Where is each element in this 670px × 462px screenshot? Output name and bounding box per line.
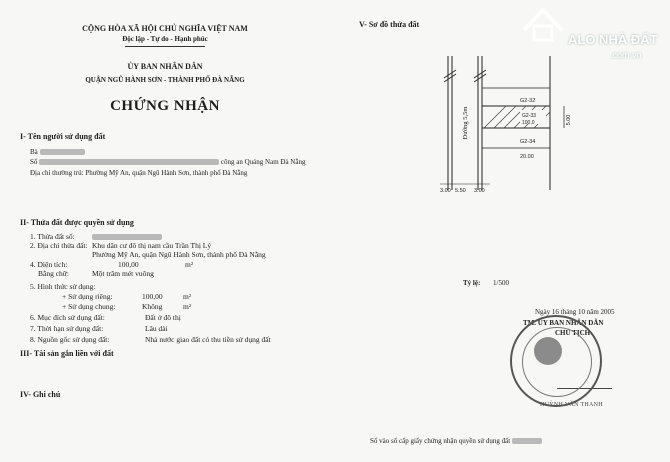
plot-label-3: 100,0 bbox=[522, 120, 535, 126]
watermark-brand: ALO NHÀ ĐẤT bbox=[568, 32, 658, 47]
redacted-registry-number bbox=[512, 438, 542, 444]
row-label: 8. Nguồn gốc sử dụng đất: bbox=[30, 335, 110, 344]
section2-heading: II- Thửa đất được quyền sử dụng bbox=[20, 218, 134, 227]
district: QUẬN NGŨ HÀNH SƠN - THÀNH PHỐ ĐÀ NẴNG bbox=[85, 76, 245, 84]
dim-segment-2: 5.50 bbox=[455, 188, 466, 194]
motto-underline bbox=[125, 46, 205, 47]
row-label: 4. Diện tích: bbox=[30, 260, 68, 269]
row-unit: m² bbox=[183, 302, 192, 311]
document-title: CHỨNG NHẬN bbox=[110, 98, 220, 114]
row-value: Một trăm mét vuông bbox=[92, 269, 154, 278]
row-label: 1. Thửa đất số: bbox=[30, 232, 75, 241]
owner-line bbox=[30, 148, 85, 156]
row-label: Bằng chữ: bbox=[38, 269, 69, 278]
signature-date: Ngày 16 tháng 10 năm 2005 bbox=[535, 308, 615, 316]
signature-for: TM. ỦY BAN NHÂN DÂN bbox=[523, 319, 604, 327]
row-value: Lâu dài bbox=[145, 324, 168, 333]
row-label: 5. Hình thức sử dụng: bbox=[30, 282, 96, 291]
id-suffix: công an Quảng Nam Đà Nẵng bbox=[220, 158, 306, 166]
signature-role: CHỦ TỊCH bbox=[555, 329, 591, 337]
row-value: Khu dân cư đô thị nam cầu Trần Thị Lý bbox=[92, 241, 212, 250]
id-line bbox=[30, 158, 305, 166]
row-label: + Sử dụng riêng: bbox=[62, 292, 113, 301]
right-column bbox=[345, 0, 670, 462]
watermark-domain: .com.vn bbox=[610, 50, 642, 60]
row-unit: m² bbox=[183, 292, 192, 301]
id-prefix: Số bbox=[30, 158, 38, 166]
motto: Độc lập - Tự do - Hạnh phúc bbox=[122, 35, 208, 43]
land-plot-diagram bbox=[430, 48, 620, 198]
section1-heading: I- Tên người sử dụng đất bbox=[20, 132, 106, 141]
registry-text: Số vào sổ cấp giấy chứng nhận quyền sử dụng đất bbox=[370, 437, 511, 445]
row-value: 100,00 bbox=[118, 260, 139, 269]
official-seal bbox=[510, 315, 602, 407]
redacted-plot-number bbox=[92, 234, 162, 240]
road-label: Đường 5,5m bbox=[462, 106, 469, 140]
registry-line bbox=[370, 437, 542, 445]
row-value: Phường Mỹ An, quận Ngũ Hành Sơn, thành phố Đà Nẵng bbox=[92, 250, 266, 259]
row-value: Đất ở đô thị bbox=[145, 313, 181, 322]
owner-prefix: Bà bbox=[30, 148, 38, 156]
row-label: 7. Thời hạn sử dụng đất: bbox=[30, 324, 104, 333]
committee: ỦY BAN NHÂN DÂN bbox=[127, 62, 203, 71]
scale-label: Tỷ lệ: bbox=[463, 279, 481, 287]
dim-bottom: 20.00 bbox=[520, 154, 534, 160]
seal-emblem bbox=[534, 337, 562, 365]
signer-name: HUỲNH VĂN THANH bbox=[540, 402, 603, 408]
watermark-house-icon bbox=[520, 4, 566, 44]
dim-right: 5.00 bbox=[566, 114, 572, 126]
plot-label-1: G2-32 bbox=[520, 98, 536, 104]
dim-segment-3: 3.00 bbox=[474, 188, 485, 194]
row-value: 100,00 bbox=[142, 292, 163, 301]
nation-header: CỘNG HÒA XÃ HỘI CHỦ NGHĨA VIỆT NAM bbox=[82, 24, 248, 33]
row-value: Không bbox=[142, 302, 163, 311]
section4-heading: IV- Ghi chú bbox=[20, 390, 61, 399]
plot-label-2: G2-33 bbox=[522, 113, 536, 119]
redacted-owner-name bbox=[40, 149, 85, 155]
section3-heading: III- Tài sản gắn liền với đất bbox=[20, 349, 114, 358]
row-unit: m² bbox=[185, 260, 194, 269]
residence-line: Địa chỉ thường trú: Phường Mỹ An, quận Ngũ Hành Sơn, thành phố Đà Nẵng bbox=[30, 169, 248, 177]
row-label: 2. Địa chỉ thửa đất: bbox=[30, 241, 88, 250]
plot-label-4: G2-34 bbox=[520, 139, 536, 145]
row-label: + Sử dụng chung: bbox=[62, 302, 116, 311]
dim-segment-1: 3.00 bbox=[440, 188, 451, 194]
redacted-id-number bbox=[39, 159, 219, 165]
scale-value: 1/500 bbox=[493, 279, 509, 287]
row-label: 6. Mục đích sử dụng đất: bbox=[30, 313, 105, 322]
seal-inner-ring bbox=[522, 327, 592, 397]
row-value bbox=[92, 232, 162, 241]
section5-heading: V- Sơ đồ thửa đất bbox=[359, 20, 420, 29]
row-value: Nhà nước giao đất có thu tiền sử dụng đất bbox=[145, 335, 271, 344]
